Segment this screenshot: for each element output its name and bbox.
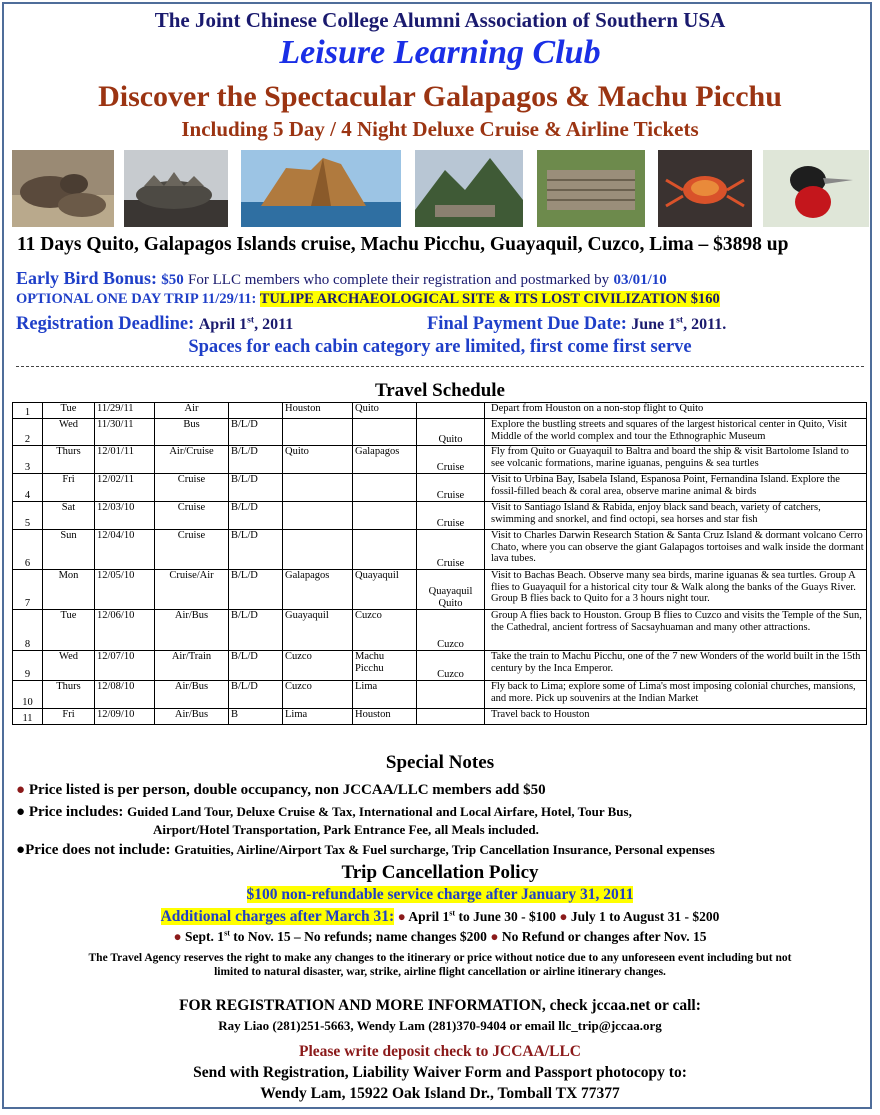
early-bird-text: For LLC members who complete their registration and postmarked by — [188, 272, 610, 288]
association-title: The Joint Chinese College Alumni Association of Southern USA — [154, 8, 726, 32]
sea-lions-photo — [12, 150, 114, 227]
schedule-cell-meals: B/L/D — [229, 570, 283, 610]
schedule-cell-hotel: Quito — [417, 419, 485, 446]
schedule-cell-transport: Cruise/Air — [155, 570, 229, 610]
section-divider — [16, 366, 864, 367]
schedule-cell-weekday: Wed — [43, 651, 95, 681]
schedule-cell-transport: Air/Bus — [155, 610, 229, 651]
schedule-cell-hotel — [417, 681, 485, 709]
schedule-cell-description: Depart from Houston on a non-stop flight to Quito — [485, 403, 867, 419]
optional-trip-line — [16, 291, 720, 308]
schedule-cell-to: Quito — [353, 403, 417, 419]
schedule-cell-weekday: Sun — [43, 530, 95, 570]
schedule-row — [13, 502, 867, 530]
trip-tagline: 11 Days Quito, Galapagos Islands cruise, Machu Picchu, Guayaquil, Cuzco, Lima – $3898 up — [17, 234, 789, 255]
schedule-cell-from — [283, 419, 353, 446]
schedule-cell-description: Visit to Bachas Beach. Observe many sea birds, marine iguanas & sea turtles. Group A flies to Guayaquil for a historical city tour & Walk along the banks of the Guays River. Group B flies back to Quito for a 3 hours night tour. — [485, 570, 867, 610]
schedule-cell-date: 11/30/11 — [95, 419, 155, 446]
schedule-cell-hotel: Cruise — [417, 530, 485, 570]
schedule-cell-day: 2 — [13, 419, 43, 446]
schedule-cell-transport: Bus — [155, 419, 229, 446]
schedule-cell-description: Explore the bustling streets and squares of the largest historical center in Quito, Visit Middle of the world complex and tour the Ethnographic Museum — [485, 419, 867, 446]
schedule-cell-weekday: Sat — [43, 502, 95, 530]
schedule-cell-date: 12/06/10 — [95, 610, 155, 651]
schedule-cell-description: Visit to Urbina Bay, Isabela Island, Espanosa Point, Fernandina Island. Explore the fossil-filled beach & coral area, observe marine animal & birds — [485, 474, 867, 502]
early-bird-date: 03/01/10 — [613, 272, 667, 288]
schedule-cell-meals: B/L/D — [229, 530, 283, 570]
schedule-cell-meals: B/L/D — [229, 681, 283, 709]
schedule-cell-weekday: Fri — [43, 709, 95, 725]
schedule-row — [13, 530, 867, 570]
schedule-row — [13, 446, 867, 474]
send-with-note: Send with Registration, Liability Waiver Form and Passport photocopy to: — [193, 1064, 687, 1081]
schedule-cell-from: Lima — [283, 709, 353, 725]
special-notes-title: Special Notes — [385, 752, 495, 773]
schedule-cell-to — [353, 502, 417, 530]
final-payment-line — [427, 313, 726, 335]
note-price-listed: ● Price listed is per person, double occupancy, non JCCAA/LLC members add $50 — [16, 782, 546, 798]
schedule-cell-hotel: Cuzco — [417, 651, 485, 681]
schedule-cell-weekday: Thurs — [43, 681, 95, 709]
schedule-cell-description: Fly back to Lima; explore some of Lima's most imposing colonial churches, mansions, and more. Pick up souvenirs at the Indian Market — [485, 681, 867, 709]
schedule-cell-meals: B — [229, 709, 283, 725]
schedule-cell-description: Travel back to Houston — [485, 709, 867, 725]
schedule-cell-from: Cuzco — [283, 681, 353, 709]
optional-trip-highlight: TULIPE ARCHAEOLOGICAL SITE & ITS LOST CIVILIZATION $160 — [259, 291, 720, 307]
schedule-cell-hotel: Cruise — [417, 474, 485, 502]
early-bird-line — [16, 268, 667, 289]
schedule-cell-description: Take the train to Machu Picchu, one of the 7 new Wonders of the world built in the 15th century by the Inca Emperor. — [485, 651, 867, 681]
schedule-title: Travel Schedule — [374, 380, 505, 401]
disclaimer-line-2: limited to natural disaster, war, strike, airline flight cancellation or airline itinerary changes. — [214, 966, 666, 978]
schedule-cell-to: Machu Picchu — [353, 651, 417, 681]
schedule-cell-date: 12/09/10 — [95, 709, 155, 725]
schedule-row — [13, 651, 867, 681]
schedule-cell-transport: Air/Train — [155, 651, 229, 681]
schedule-cell-date: 12/01/11 — [95, 446, 155, 474]
optional-trip-label: OPTIONAL ONE DAY TRIP 11/29/11: — [16, 291, 257, 307]
schedule-cell-date: 12/04/10 — [95, 530, 155, 570]
schedule-cell-to — [353, 530, 417, 570]
schedule-cell-hotel — [417, 709, 485, 725]
schedule-cell-description: Fly from Quito or Guayaquil to Baltra and board the ship & visit Bartolome Island to see volcanic formations, marine iguanas, penguins & sea turtles — [485, 446, 867, 474]
frigatebird-photo — [763, 150, 869, 227]
schedule-cell-weekday: Wed — [43, 419, 95, 446]
schedule-row — [13, 419, 867, 446]
schedule-row — [13, 681, 867, 709]
schedule-cell-to: Galapagos — [353, 446, 417, 474]
machu-picchu-photo — [415, 150, 523, 227]
schedule-cell-meals: B/L/D — [229, 446, 283, 474]
schedule-cell-from: Cuzco — [283, 651, 353, 681]
travel-schedule-table — [12, 402, 867, 725]
subheadline: Including 5 Day / 4 Night Deluxe Cruise & Airline Tickets — [181, 117, 699, 141]
headline: Discover the Spectacular Galapagos & Machu Picchu — [98, 80, 782, 113]
schedule-cell-description: Visit to Santiago Island & Rabida, enjoy black sand beach, variety of catchers, swimming and snorkel, and find octopi, sea horses and star fish — [485, 502, 867, 530]
final-payment-label: Final Payment Due Date: — [427, 314, 627, 334]
schedule-cell-day: 5 — [13, 502, 43, 530]
schedule-cell-to — [353, 474, 417, 502]
note-price-excludes: ●Price does not include: Gratuities, Airline/Airport Tax & Fuel surcharge, Trip Cancellation Insurance, Personal expenses — [16, 842, 715, 858]
contact-people: Ray Liao (281)251-5663, Wendy Lam (281)370-9404 or email llc_trip@jccaa.org — [218, 1018, 662, 1033]
registration-deadline-date: April 1st, 2011 — [198, 314, 294, 333]
refund-line: ● Sept. 1st to Nov. 15 – No refunds; name changes $200 ● No Refund or changes after Nov. 15 — [173, 928, 707, 944]
disclaimer-line-1: The Travel Agency reserves the right to make any changes to the itinerary or price without notice due to any unforeseen event including but not — [88, 952, 792, 964]
schedule-cell-day: 6 — [13, 530, 43, 570]
schedule-cell-hotel: Cruise — [417, 502, 485, 530]
schedule-cell-from: Quito — [283, 446, 353, 474]
schedule-cell-from: Guayaquil — [283, 610, 353, 651]
schedule-cell-day: 4 — [13, 474, 43, 502]
schedule-row — [13, 709, 867, 725]
schedule-cell-description: Group A flies back to Houston. Group B flies to Cuzco and visits the Temple of the Sun, the Cathedral, ancient fortress of Sacsayhuaman and many other attractions. — [485, 610, 867, 651]
schedule-cell-meals: B/L/D — [229, 502, 283, 530]
cancellation-title: Trip Cancellation Policy — [341, 862, 539, 883]
schedule-cell-from — [283, 502, 353, 530]
schedule-cell-day: 10 — [13, 681, 43, 709]
schedule-cell-transport: Cruise — [155, 530, 229, 570]
marine-iguana-photo — [124, 150, 228, 227]
service-charge-line: $100 non-refundable service charge after January 31, 2011 — [246, 886, 634, 903]
schedule-cell-meals: B/L/D — [229, 419, 283, 446]
note-price-includes: ● Price includes: Guided Land Tour, Deluxe Cruise & Tax, International and Local Airfare, Hotel, Tour Bus, — [16, 804, 632, 820]
schedule-cell-meals — [229, 403, 283, 419]
deadlines-line — [16, 313, 293, 335]
mailing-address: Wendy Lam, 15922 Oak Island Dr., Tomball TX 77377 — [260, 1085, 620, 1102]
schedule-cell-day: 3 — [13, 446, 43, 474]
kicker-rock-photo — [241, 150, 401, 227]
schedule-cell-transport: Air — [155, 403, 229, 419]
schedule-cell-transport: Cruise — [155, 502, 229, 530]
schedule-row — [13, 474, 867, 502]
schedule-cell-date: 12/02/11 — [95, 474, 155, 502]
schedule-cell-from — [283, 530, 353, 570]
spaces-note: Spaces for each cabin category are limited, first come first serve — [188, 337, 692, 357]
schedule-cell-date: 12/05/10 — [95, 570, 155, 610]
schedule-row — [13, 403, 867, 419]
registration-deadline-label: Registration Deadline: — [16, 314, 195, 334]
schedule-cell-transport: Air/Cruise — [155, 446, 229, 474]
inca-ruins-photo — [537, 150, 645, 227]
schedule-cell-to — [353, 419, 417, 446]
schedule-cell-from: Houston — [283, 403, 353, 419]
schedule-cell-from: Galapagos — [283, 570, 353, 610]
schedule-cell-to: Cuzco — [353, 610, 417, 651]
additional-charges-line: Additional charges after March 31: ● April 1st to June 30 - $100 ● July 1 to August 31 - $200 — [160, 908, 720, 925]
schedule-cell-day: 7 — [13, 570, 43, 610]
schedule-cell-to: Lima — [353, 681, 417, 709]
schedule-cell-meals: B/L/D — [229, 474, 283, 502]
schedule-cell-weekday: Mon — [43, 570, 95, 610]
schedule-cell-date: 12/08/10 — [95, 681, 155, 709]
schedule-cell-hotel: Quayaquil Quito — [417, 570, 485, 610]
schedule-cell-meals: B/L/D — [229, 610, 283, 651]
schedule-cell-hotel — [417, 403, 485, 419]
schedule-cell-hotel: Cruise — [417, 446, 485, 474]
club-title: Leisure Learning Club — [279, 34, 601, 71]
schedule-cell-meals: B/L/D — [229, 651, 283, 681]
registration-info: FOR REGISTRATION AND MORE INFORMATION, check jccaa.net or call: — [179, 997, 701, 1014]
schedule-row — [13, 610, 867, 651]
schedule-row — [13, 570, 867, 610]
note-price-includes-cont: Airport/Hotel Transportation, Park Entrance Fee, all Meals included. — [153, 822, 539, 837]
schedule-cell-day: 11 — [13, 709, 43, 725]
schedule-cell-transport: Air/Bus — [155, 709, 229, 725]
schedule-cell-from — [283, 474, 353, 502]
schedule-cell-day: 1 — [13, 403, 43, 419]
schedule-cell-date: 11/29/11 — [95, 403, 155, 419]
schedule-cell-date: 12/07/10 — [95, 651, 155, 681]
schedule-cell-transport: Air/Bus — [155, 681, 229, 709]
schedule-cell-weekday: Tue — [43, 610, 95, 651]
schedule-cell-date: 12/03/10 — [95, 502, 155, 530]
schedule-cell-weekday: Thurs — [43, 446, 95, 474]
schedule-cell-hotel: Cuzco — [417, 610, 485, 651]
schedule-cell-to: Houston — [353, 709, 417, 725]
schedule-cell-day: 9 — [13, 651, 43, 681]
early-bird-label: Early Bird Bonus: — [16, 268, 158, 288]
sally-lightfoot-crab-photo — [658, 150, 752, 227]
schedule-cell-to: Quayaquil — [353, 570, 417, 610]
deposit-note: Please write deposit check to JCCAA/LLC — [299, 1043, 581, 1060]
final-payment-date: June 1st, 2011. — [631, 314, 727, 333]
schedule-cell-weekday: Fri — [43, 474, 95, 502]
schedule-cell-description: Visit to Charles Darwin Research Station & Santa Cruz Island & dormant volcano Cerro Chato, where you can observe the giant Galapagos tortoises and walk inside the dormant lava tubes. — [485, 530, 867, 570]
early-bird-amount: $50 — [161, 272, 184, 288]
schedule-cell-day: 8 — [13, 610, 43, 651]
photo-strip — [12, 150, 868, 228]
schedule-cell-transport: Cruise — [155, 474, 229, 502]
schedule-cell-weekday: Tue — [43, 403, 95, 419]
